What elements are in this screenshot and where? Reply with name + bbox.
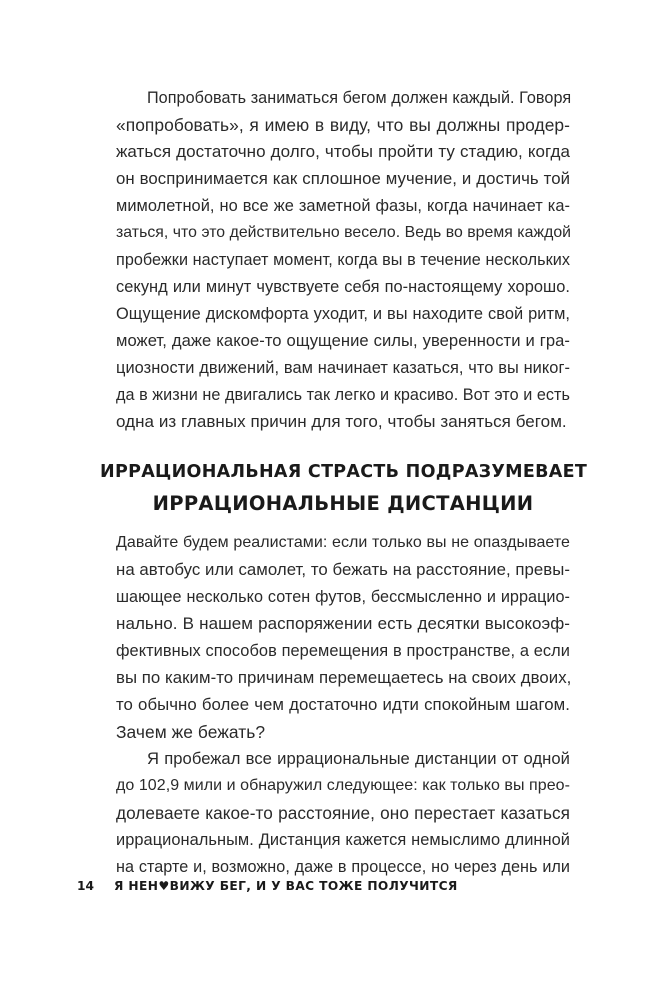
- page-footer: [77, 876, 547, 896]
- page-number: 14: [77, 879, 94, 893]
- text-line: долеваете какое-то расстояние, оно перестает казаться: [116, 803, 570, 823]
- text-line: одна из главных причин для того, чтобы заняться бегом.: [116, 412, 567, 431]
- text-line: мимолетной, но все же заметной фазы, когда начинает ка-: [116, 197, 570, 215]
- text-line: он воспринимается как сплошное мучение, и достичь той: [116, 169, 570, 188]
- text-line: фективных способов перемещения в пространстве, а если: [116, 642, 570, 660]
- text-line: вы по каким-то причинам перемещаетесь на своих двоих,: [116, 668, 572, 687]
- text-line: иррациональным. Дистанция кажется немыслимо длинной: [116, 831, 570, 849]
- text-line: циозности движений, вам начинает казаться, что вы никог-: [116, 359, 570, 377]
- text-line: на старте и, возможно, даже в процессе, но через день или: [116, 858, 570, 876]
- text-line: пробежки наступает момент, когда вы в течение нескольких: [116, 251, 570, 269]
- text-line: может, даже какое-то ощущение силы, уверенности и гра-: [116, 331, 570, 350]
- text-line: на автобус или самолет, то бежать на расстояние, превы-: [116, 560, 570, 579]
- text-line: заться, что это действительно весело. Ведь во время каждой: [116, 224, 572, 241]
- text-line: Ощущение дискомфорта уходит, и вы находите свой ритм,: [116, 305, 570, 323]
- text-line: «попробовать», я имею в виду, что вы должны продер-: [116, 115, 570, 135]
- section-heading-line: ИРРАЦИОНАЛЬНЫЕ ДИСТАНЦИИ: [152, 492, 534, 515]
- text-line: шающее несколько сотен футов, бессмысленно и иррацио-: [116, 588, 570, 606]
- section-heading-line: ИРРАЦИОНАЛЬНАЯ СТРАСТЬ ПОДРАЗУМЕВАЕТ: [100, 462, 588, 482]
- text-line: до 102,9 мили и обнаружил следующее: как только вы прео-: [116, 777, 570, 794]
- text-line: жаться достаточно долго, чтобы пройти ту стадию, когда: [116, 142, 570, 161]
- text-line: Давайте будем реалистами: если только вы не опаздываете: [116, 534, 570, 551]
- running-title: Я НЕН♥ВИЖУ БЕГ, И У ВАС ТОЖЕ ПОЛУЧИТСЯ: [114, 879, 458, 893]
- text-line: то обычно более чем достаточно идти спокойным шагом.: [116, 695, 570, 714]
- text-line: Зачем же бежать?: [116, 722, 266, 742]
- text-line: секунд или минут чувствуете себя по-настоящему хорошо.: [116, 278, 570, 296]
- text-line: да в жизни не двигались так легко и красиво. Вот это и есть: [116, 386, 570, 404]
- text-line: Попробовать заниматься бегом должен каждый. Говоря: [147, 89, 572, 107]
- text-line: нально. В нашем распоряжении есть десятки высокоэф-: [116, 614, 570, 633]
- text-line: Я пробежал все иррациональные дистанции от одной: [147, 749, 570, 768]
